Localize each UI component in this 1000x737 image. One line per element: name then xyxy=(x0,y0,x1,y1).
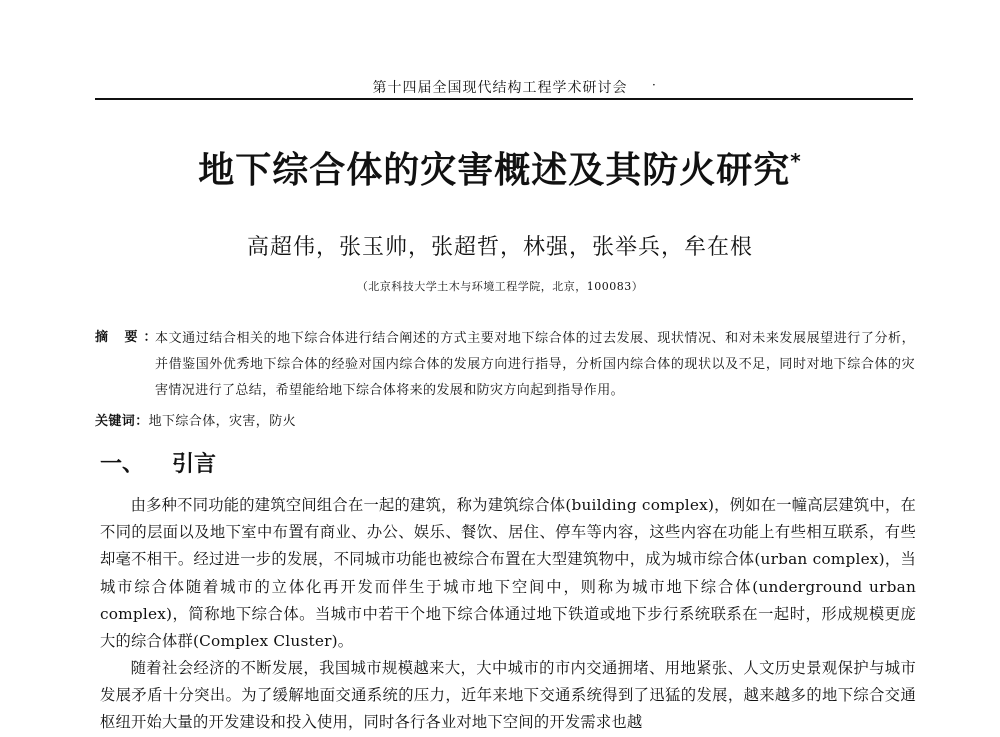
author-list: 高超伟，张玉帅，张超哲，林强，张举兵，牟在根 xyxy=(246,235,753,260)
section-number: 一、 xyxy=(100,452,145,477)
header-dot: · xyxy=(652,78,656,92)
conference-header: 第十四届全国现代结构工程学术研讨会 xyxy=(372,80,628,96)
paper-title xyxy=(0,142,1000,193)
keywords-text: 地下综合体，灾害，防火 xyxy=(148,414,297,429)
body-paragraph-1: 由多种不同功能的建筑空间组合在一起的建筑，称为建筑综合体(building complex)，例如在一幢高层建筑中，在不同的层面以及地下室中布置有商业、办公、娱乐、餐饮、居住、停车等内容，这些内容在功能上有些相互联系，有些却毫不相干。经过进一步的发展，不同城市功能也被综合布置在大型建筑物中，成为城市综合体(urban complex)，当城市综合体随着城市的立体化再开发而伴生于城市地下空间中，则称为城市地下综合体(underground urban complex)，简称地下综合体。当城市中若干个地下综合体通过地下铁道或地下步行系统联系在一起时，形成规模更庞大的综合体群(Complex Cluster)。 xyxy=(100,496,916,651)
section-title: 引言 xyxy=(172,452,217,477)
paper-title-text: 地下综合体的灾害概述及其防火研究 xyxy=(198,150,791,191)
header-rule xyxy=(95,98,913,100)
body-paragraph-2: 随着社会经济的不断发展，我国城市规模越来大，大中城市的市内交通拥堵、用地紧张、人文历史景观保护与城市发展矛盾十分突出。为了缓解地面交通系统的压力，近年来地下交通系统得到了迅猛的发展，越来越多的地下综合交通枢纽开始大量的开发建设和投入使用，同时各行各业对地下空间的开发需求也越 xyxy=(100,659,916,732)
title-footnote-mark: * xyxy=(790,149,802,173)
affiliation: （北京科技大学土木与环境工程学院，北京，100083） xyxy=(356,280,644,293)
keywords-label: 关键词： xyxy=(95,414,149,429)
abstract-label: 摘 要： xyxy=(95,330,163,345)
abstract-text: 本文通过结合相关的地下综合体进行结合阐述的方式主要对地下综合体的过去发展、现状情况、和对未来发展展望进行了分析，并借鉴国外优秀地下综合体的经验对国内综合体的发展方向进行指导，分析国内综合体的现状以及不足，同时对地下综合体的灾害情况进行了总结，希望能给地下综合体将来的发展和防灾方向起到指导作用。 xyxy=(155,331,915,398)
keywords xyxy=(95,410,296,429)
section-heading xyxy=(100,447,216,478)
